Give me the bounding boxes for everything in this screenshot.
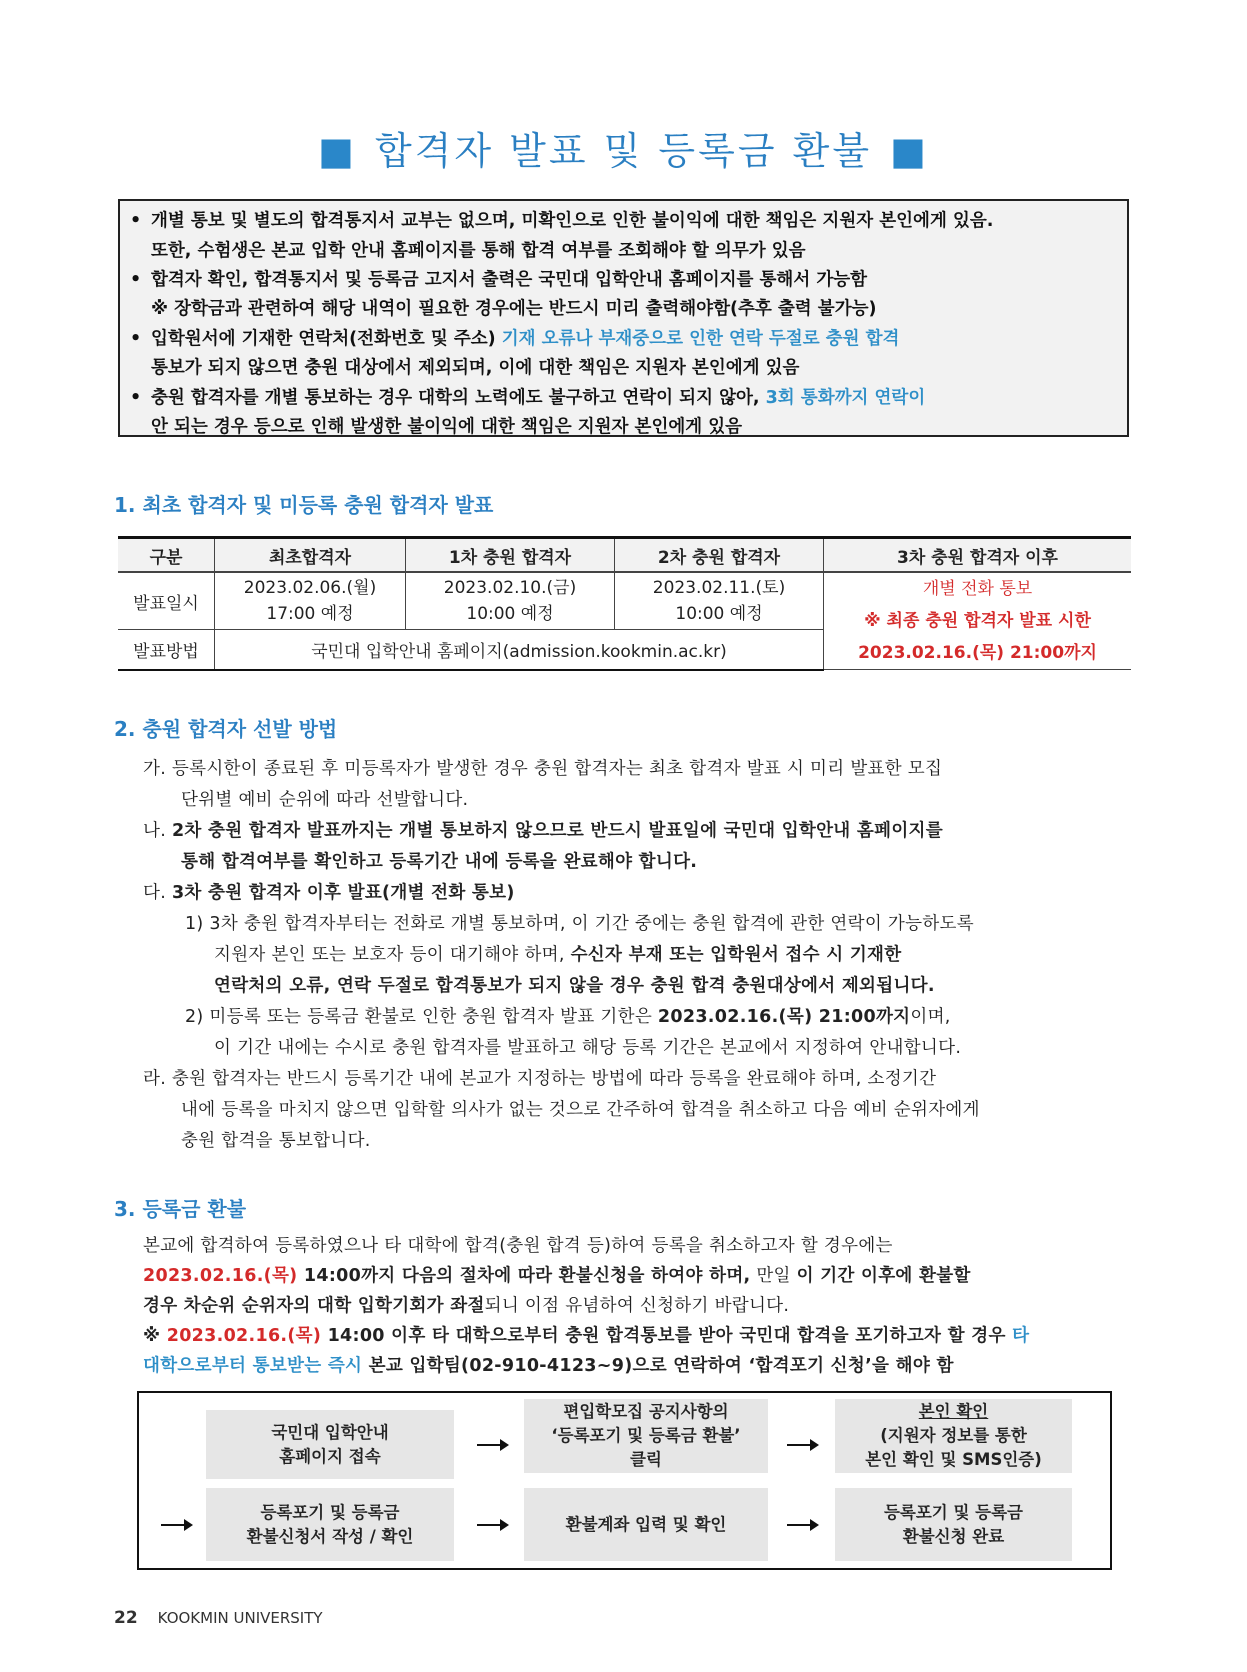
table-header: 최초합격자 [215,538,406,573]
table-cell-method: 국민대 입학안내 홈페이지(admission.kookmin.ac.kr) [215,630,824,670]
paragraph-line: 대학으로부터 통보받는 즉시 본교 입학팀(02-910-4123~9)으로 연락하여 ‘합격포기 신청’을 해야 함 [143,1356,954,1376]
arrow-right-icon [477,1444,507,1446]
table-header: 3차 충원 합격자 이후 [824,538,1132,573]
paragraph-line: 2) 미등록 또는 등록금 환불로 인한 충원 합격자 발표 기한은 2023.02.16.(목) 21:00까지이며, [185,1007,951,1027]
row-label: 발표방법 [118,630,215,670]
table-cell: 2023.02.11.(토) 10:00 예정 [615,572,824,630]
paragraph-line: 가. 등록시한이 종료된 후 미등록자가 발생한 경우 충원 합격자는 최초 합격자 발표 시 미리 발표한 모집 [143,759,943,779]
page-title [0,120,1247,175]
section1-title: 1. 최초 합격자 및 미등록 충원 합격자 발표 [114,493,494,517]
arrow-right-icon [787,1444,817,1446]
flow-step-identity-check: 본인 확인 (지원자 정보를 통한 본인 확인 및 SMS인증) [835,1399,1072,1473]
arrow-right-icon [161,1524,191,1526]
refund-flow-box [137,1391,1112,1570]
flow-step-complete: 등록포기 및 등록금 환불신청 완료 [835,1488,1072,1561]
notice-line: 통보가 되지 않으면 충원 대상에서 제외되며, 이에 대한 책임은 지원자 본인에게 있음 [151,358,800,378]
paragraph-line: 1) 3차 충원 합격자부터는 전화로 개별 통보하며, 이 기간 중에는 충원 합격에 관한 연락이 가능하도록 [185,914,974,934]
arrow-right-icon [477,1524,507,1526]
bullet-icon: • [130,388,142,408]
section2-title: 2. 충원 합격자 선발 방법 [114,717,338,741]
page-number: 22 [114,1608,138,1628]
notice-line [130,384,925,409]
bullet-icon: • [130,270,142,290]
notice-line [130,325,899,350]
notice-text: 합격자 확인, 합격통지서 및 등록금 고지서 출력은 국민대 입학안내 홈페이지를 통해서 가능함 [151,270,868,290]
schedule-table [118,536,1131,671]
square-icon: ■ [890,129,929,173]
notice-text: 충원 합격자를 개별 통보하는 경우 대학의 노력에도 불구하고 연락이 되지 않아, [151,388,766,408]
table-cell: 2023.02.10.(금) 10:00 예정 [406,572,615,630]
paragraph-line: 통해 합격여부를 확인하고 등록기간 내에 등록을 완료해야 합니다. [181,852,698,872]
paragraph-line: ※ 2023.02.16.(목) 14:00 이후 타 대학으로부터 충원 합격통보를 받아 국민대 합격을 포기하고자 할 경우 타 [143,1326,1030,1346]
paragraph-line: 지원자 본인 또는 보호자 등이 대기해야 하며, 수신자 부재 또는 입학원서 접수 시 기재한 [214,945,902,965]
flow-step-refund-account: 환불계좌 입력 및 확인 [524,1488,768,1561]
bullet-icon: • [130,329,142,349]
paragraph-line: 연락처의 오류, 연락 두절로 합격통보가 되지 않을 경우 충원 합격 충원대상에서 제외됩니다. [214,976,935,996]
notice-line [130,207,993,232]
paragraph-line: 이 기간 내에는 수시로 충원 합격자를 발표하고 해당 등록 기간은 본교에서 지정하여 안내합니다. [214,1038,962,1058]
notice-text: 개별 통보 및 별도의 합격통지서 교부는 없으며, 미확인으로 인한 불이익에 대한 책임은 지원자 본인에게 있음. [151,211,994,231]
paragraph-line: 본교에 합격하여 등록하였으나 타 대학에 합격(충원 합격 등)하여 등록을 취소하고자 할 경우에는 [143,1236,893,1256]
footer [114,1608,323,1628]
title-text: 합격자 발표 및 등록금 환불 [374,129,873,173]
table-header: 2차 충원 합격자 [615,538,824,573]
table-header: 1차 충원 합격자 [406,538,615,573]
row-label: 발표일시 [118,572,215,630]
paragraph-line: 충원 합격을 통보합니다. [181,1131,371,1151]
paragraph-line: 내에 등록을 마치지 않으면 입학할 의사가 없는 것으로 간주하여 합격을 취소하고 다음 예비 순위자에게 [181,1100,980,1120]
square-icon: ■ [318,129,357,173]
paragraph-line: 나. 2차 충원 합격자 발표까지는 개별 통보하지 않으므로 반드시 발표일에 국민대 입학안내 홈페이지를 [143,821,943,841]
section3-title: 3. 등록금 환불 [114,1197,247,1221]
flow-step-notice-click: 편입학모집 공지사항의 ‘등록포기 및 등록금 환불’ 클릭 [524,1399,768,1473]
paragraph-line: 경우 차순위 순위자의 대학 입학기회가 좌절되니 이점 유념하여 신청하기 바랍니다. [143,1296,790,1316]
table-cell-third-round: 개별 전화 통보 ※ 최종 충원 합격자 발표 시한 2023.02.16.(목) 21:00까지 [824,572,1132,670]
table-header: 구분 [118,538,215,573]
flow-step-refund-form: 등록포기 및 등록금 환불신청서 작성 / 확인 [206,1488,454,1561]
notice-text: 입학원서에 기재한 연락처(전화번호 및 주소) [151,329,496,349]
notice-text-highlight: 3회 통화까지 연락이 [765,388,926,408]
paragraph-line: 2023.02.16.(목) 14:00까지 다음의 절차에 따라 환불신청을 하여야 하며, 만일 이 기간 이후에 환불할 [143,1266,971,1286]
notice-text-highlight: 기재 오류나 부재중으로 인한 연락 두절로 충원 합격 [495,329,900,349]
notice-line: ※ 장학금과 관련하여 해당 내역이 필요한 경우에는 반드시 미리 출력해야함(추후 출력 불가능) [151,299,877,319]
notice-box [118,199,1129,437]
table-cell: 2023.02.06.(월) 17:00 예정 [215,572,406,630]
table-header-row [118,538,1131,573]
flow-step-homepage: 국민대 입학안내 홈페이지 접속 [206,1410,454,1479]
bullet-icon: • [130,211,142,231]
notice-line: 안 되는 경우 등으로 인해 발생한 불이익에 대한 책임은 지원자 본인에게 있음 [151,417,743,437]
paragraph-line: 다. 3차 충원 합격자 이후 발표(개별 전화 통보) [143,883,515,903]
paragraph-line: 단위별 예비 순위에 따라 선발합니다. [181,790,469,810]
paragraph-line: 라. 충원 합격자는 반드시 등록기간 내에 본교가 지정하는 방법에 따라 등록을 완료해야 하며, 소정기간 [143,1069,937,1089]
arrow-right-icon [787,1524,817,1526]
notice-line [130,266,867,291]
university-name: KOOKMIN UNIVERSITY [157,1609,323,1627]
notice-line: 또한, 수험생은 본교 입학 안내 홈페이지를 통해 합격 여부를 조회해야 할 의무가 있음 [151,241,806,261]
table-row [118,572,1131,630]
